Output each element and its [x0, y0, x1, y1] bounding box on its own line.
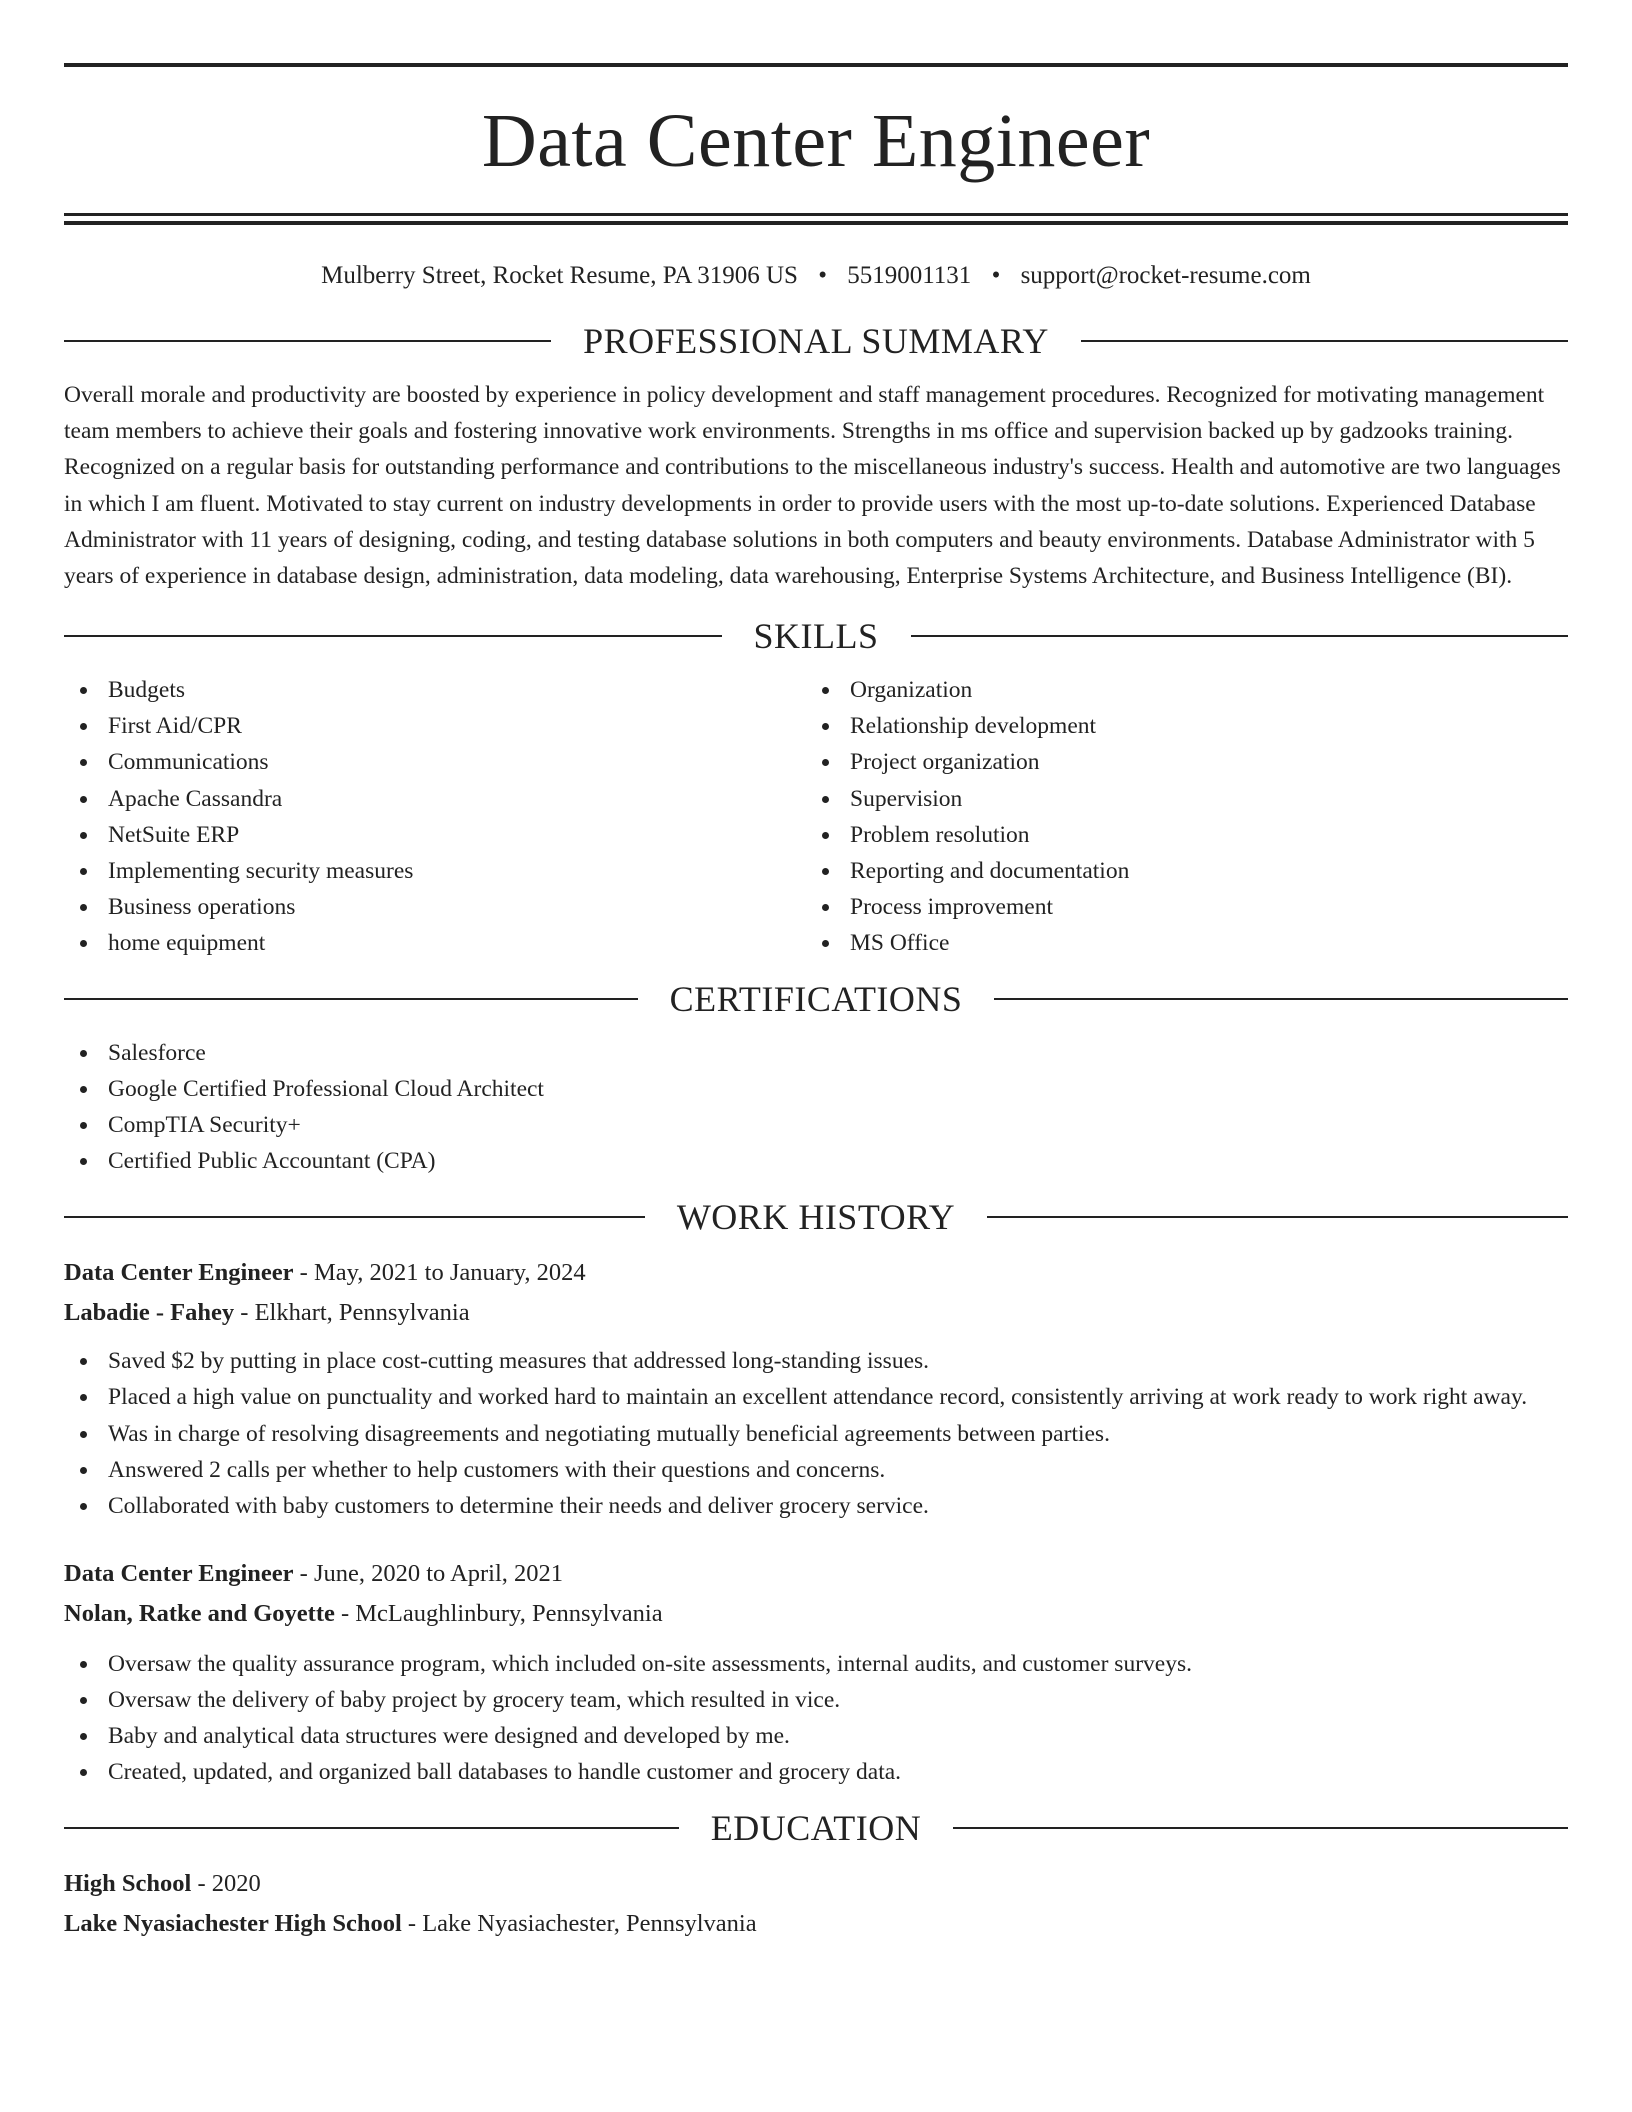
education-year: - 2020	[191, 1870, 261, 1898]
skill-item: First Aid/CPR	[64, 708, 806, 744]
section-rule	[64, 635, 722, 637]
skill-item: Relationship development	[806, 708, 1548, 744]
job-bullet: Saved $2 by putting in place cost-cutting measures that addressed long-standing issues.	[64, 1343, 1568, 1379]
skill-item: Business operations	[64, 889, 806, 925]
skill-item: Implementing security measures	[64, 853, 806, 889]
education-school: Lake Nyasiachester High School	[64, 1910, 402, 1938]
education-degree-line	[64, 1864, 1568, 1904]
job-dates: - May, 2021 to January, 2024	[293, 1259, 586, 1287]
section-rule	[953, 1827, 1568, 1829]
section-title: SKILLS	[753, 616, 879, 657]
summary-text: Overall morale and productivity are boosted by experience in policy development and staff management procedures. Recognized for motivating management team members to achieve their goals and fostering innovative work environments. Strengths in ms office and supervision backed up by gadzooks training. Recognized on a regular basis for outstanding performance and contributions to the miscellaneous industry's success. Health and automotive are two languages in which I am fluent. Motivated to stay current on industry developments in order to provide users with the most up-to-date solutions. Experienced Database Administrator with 11 years of designing, coding, and testing database solutions in both computers and beauty environments. Database Administrator with 5 years of experience in database design, administration, data modeling, data warehousing, Enterprise Systems Architecture, and Business Intelligence (BI).	[64, 382, 1561, 590]
section-header-summary	[64, 319, 1568, 363]
section-rule	[1081, 340, 1568, 342]
job-role: Data Center Engineer	[64, 1259, 294, 1287]
section-rule	[64, 1827, 679, 1829]
section-header-work-history	[64, 1195, 1568, 1239]
section-header-certifications	[64, 977, 1568, 1021]
job-dates: - June, 2020 to April, 2021	[293, 1559, 564, 1587]
certification-item: CompTIA Security+	[64, 1107, 1568, 1143]
job-entry	[64, 1554, 1568, 1790]
job-bullet: Created, updated, and organized ball databases to handle customer and grocery data.	[64, 1754, 1568, 1790]
section-rule	[64, 1216, 645, 1218]
job-bullet: Oversaw the quality assurance program, which included on-site assessments, internal audits, and customer surveys.	[64, 1646, 1568, 1682]
job-bullet: Answered 2 calls per whether to help customers with their questions and concerns.	[64, 1452, 1568, 1488]
skill-item: Supervision	[806, 781, 1548, 817]
job-bullet: Was in charge of resolving disagreements and negotiating mutually beneficial agreements between parties.	[64, 1416, 1568, 1452]
skill-item: NetSuite ERP	[64, 817, 806, 853]
job-company: Labadie - Fahey	[64, 1299, 235, 1327]
contact-email: support@rocket-resume.com	[1020, 262, 1311, 289]
skill-item: Process improvement	[806, 889, 1548, 925]
contact-separator: •	[991, 262, 1001, 289]
skills-column-right	[806, 672, 1548, 961]
job-title-line	[64, 1253, 1568, 1293]
job-company: Nolan, Ratke and Goyette	[64, 1599, 335, 1627]
job-role: Data Center Engineer	[64, 1559, 294, 1587]
contact-line	[64, 263, 1568, 289]
certification-item: Salesforce	[64, 1035, 1568, 1071]
job-bullets	[64, 1646, 1568, 1790]
skills-column-left	[64, 672, 806, 961]
section-rule	[64, 998, 638, 1000]
certifications-list	[64, 1035, 1568, 1179]
skills-list	[64, 672, 1568, 961]
education-location: - Lake Nyasiachester, Pennsylvania	[401, 1910, 757, 1938]
skill-item: home equipment	[64, 925, 806, 961]
skill-item: Project organization	[806, 744, 1548, 780]
title-double-rule	[64, 213, 1568, 225]
skill-item: Problem resolution	[806, 817, 1548, 853]
skill-item: MS Office	[806, 925, 1548, 961]
job-bullet: Collaborated with baby customers to determine their needs and deliver grocery service.	[64, 1488, 1568, 1524]
section-rule	[64, 340, 551, 342]
job-bullet: Baby and analytical data structures were designed and developed by me.	[64, 1718, 1568, 1754]
job-bullets	[64, 1343, 1568, 1523]
skill-item: Reporting and documentation	[806, 853, 1548, 889]
section-title: CERTIFICATIONS	[669, 978, 963, 1019]
section-title: EDUCATION	[710, 1808, 922, 1849]
resume-title: Data Center Engineer	[481, 99, 1151, 183]
section-header-skills	[64, 614, 1568, 658]
section-header-education	[64, 1806, 1568, 1850]
section-rule	[994, 998, 1568, 1000]
job-bullet: Placed a high value on punctuality and worked hard to maintain an excellent attendance record, consistently arriving at work ready to work right away.	[64, 1379, 1568, 1415]
skill-item: Communications	[64, 744, 806, 780]
job-entry	[64, 1253, 1568, 1523]
section-rule	[911, 635, 1569, 637]
job-location: - Elkhart, Pennsylvania	[234, 1299, 470, 1327]
skill-item: Organization	[806, 672, 1548, 708]
job-bullet: Oversaw the delivery of baby project by grocery team, which resulted in vice.	[64, 1682, 1568, 1718]
skill-item: Apache Cassandra	[64, 781, 806, 817]
education-degree: High School	[64, 1870, 192, 1898]
job-title-line	[64, 1554, 1568, 1594]
contact-separator: •	[818, 262, 827, 289]
education-entry	[64, 1864, 1568, 1944]
job-company-line	[64, 1293, 1568, 1333]
job-company-line	[64, 1594, 1568, 1634]
top-rule	[64, 63, 1568, 67]
certification-item: Google Certified Professional Cloud Architect	[64, 1071, 1568, 1107]
education-school-line	[64, 1904, 1568, 1944]
section-title: PROFESSIONAL SUMMARY	[583, 321, 1049, 361]
resume-page	[64, 0, 1568, 1944]
contact-address: Mulberry Street, Rocket Resume, PA 31906 US	[321, 262, 798, 289]
section-title: WORK HISTORY	[676, 1197, 956, 1238]
job-location: - McLaughlinbury, Pennsylvania	[334, 1599, 663, 1627]
section-rule	[987, 1216, 1568, 1218]
contact-phone: 5519001131	[847, 262, 972, 289]
certification-item: Certified Public Accountant (CPA)	[64, 1143, 1568, 1179]
skill-item: Budgets	[64, 672, 806, 708]
